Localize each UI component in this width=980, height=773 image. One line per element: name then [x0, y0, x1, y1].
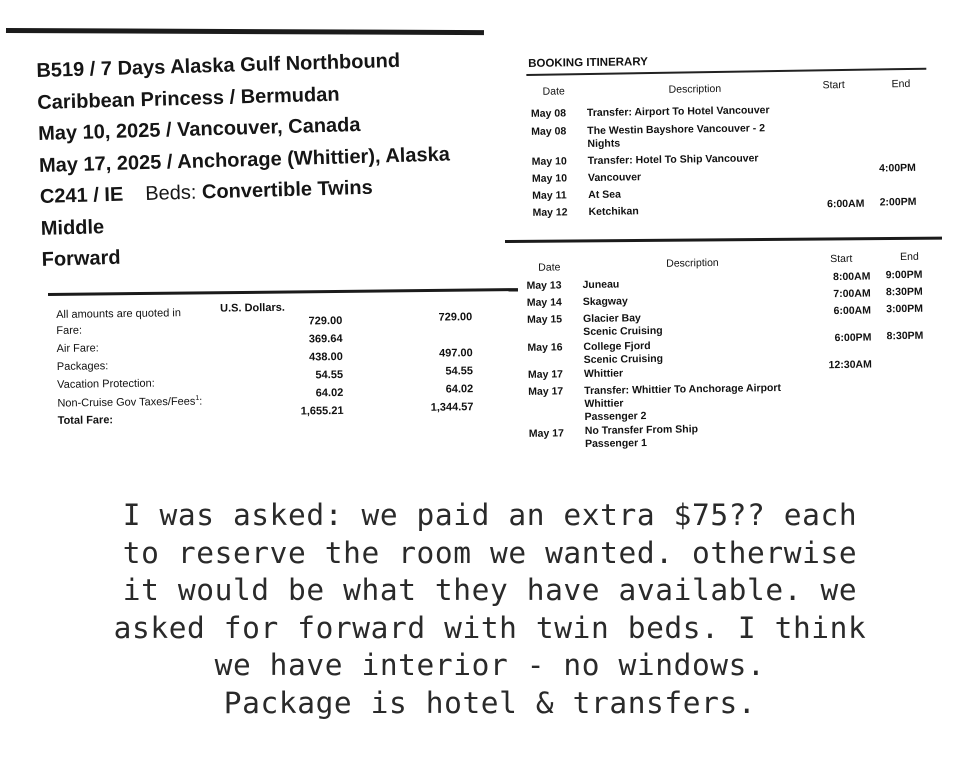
itinerary-start-time: 6:00AM: [833, 304, 872, 318]
itinerary-date: May 13: [526, 279, 562, 292]
caption-note: [10, 497, 970, 722]
itinerary-date: May 14: [526, 296, 562, 309]
itinerary-continued-rule: [505, 237, 942, 243]
disembark-line: May 17, 2025 / Anchorage (Whittier), Alaska: [38, 142, 451, 177]
itinerary-date: May 17: [528, 427, 564, 440]
voyage-line: B519 / 7 Days Alaska Gulf Northbound: [36, 49, 401, 82]
itinerary-end-time: 8:30PM: [886, 329, 924, 343]
itinerary-date: May 10: [531, 172, 568, 185]
itinerary-description: Vancouver: [587, 171, 642, 185]
itinerary-description: [583, 310, 783, 339]
port-note: Scenic Cruising: [583, 352, 664, 367]
itinerary-title: BOOKING ITINERARY: [528, 56, 648, 70]
header-end: End: [900, 250, 919, 264]
itinerary-end-time: 9:00PM: [885, 268, 923, 282]
total-fare-value-2: 1,344.57: [430, 401, 474, 414]
summary-top-rule: [6, 28, 484, 35]
booking-itinerary-continued: [522, 245, 945, 452]
header-description: Description: [668, 82, 722, 96]
packages-value-1: 438.00: [309, 350, 343, 364]
itinerary-end-time: 8:30PM: [885, 285, 923, 299]
itinerary-date: May 08: [530, 107, 567, 120]
beds-label: Beds:: [144, 181, 197, 205]
itinerary-description: [583, 338, 783, 367]
itinerary-date: May 17: [528, 385, 564, 398]
pricing-top-rule: [48, 288, 518, 296]
currency-label: U.S. Dollars.: [220, 301, 285, 315]
itinerary-description: Whittier: [583, 367, 624, 381]
ship-line: Caribbean Princess / Bermudan: [36, 83, 340, 114]
itinerary-description: [585, 422, 785, 451]
taxes-label-colon: :: [199, 395, 203, 408]
packages-label: Packages:: [56, 360, 109, 373]
itinerary-description: Transfer: Hotel To Ship Vancouver: [587, 152, 759, 168]
total-fare-label: Total Fare:: [57, 414, 114, 427]
itinerary-date: May 15: [526, 313, 563, 326]
vacation-protection-value-1: 54.55: [315, 368, 344, 382]
pricing-table: [52, 297, 494, 443]
header-end: End: [891, 77, 911, 91]
vacation-protection-label: Vacation Protection:: [57, 377, 155, 391]
itinerary-start-time: 12:30AM: [828, 358, 872, 372]
header-start: Start: [822, 78, 845, 92]
embark-line: May 10, 2025 / Vancouver, Canada: [37, 113, 361, 145]
itinerary-description: Skagway: [582, 295, 628, 309]
itinerary-date: May 16: [527, 341, 563, 354]
transfer-name: No Transfer From Ship: [584, 423, 699, 438]
itinerary-description: [584, 381, 815, 424]
itinerary-description: The Westin Bayshore Vancouver - 2 Nights: [587, 122, 766, 151]
caption-line: we have interior - no windows.: [214, 648, 766, 682]
itinerary-start-time: 6:00AM: [826, 197, 865, 211]
transfer-passenger: Passenger 1: [584, 437, 647, 451]
beds-value: Convertible Twins: [201, 176, 373, 204]
header-description: Description: [666, 256, 719, 270]
caption-line: I was asked: we paid an extra $75?? each: [122, 498, 858, 532]
transfer-name: Transfer: Whittier To Anchorage Airport: [584, 381, 782, 398]
header-date: Date: [538, 261, 561, 274]
caption-line: to reserve the room we wanted. otherwise: [122, 535, 858, 570]
itinerary-description: At Sea: [588, 188, 622, 202]
fare-value-1: 729.00: [308, 314, 343, 328]
itinerary-start-time: 7:00AM: [833, 287, 871, 301]
location-middle: Middle: [40, 215, 105, 240]
port-name: College Fjord: [583, 339, 651, 354]
fare-label: Fare:: [56, 324, 83, 337]
air-fare-label: Air Fare:: [56, 342, 99, 355]
itinerary-description: Transfer: Airport To Hotel Vancouver: [586, 104, 770, 120]
transfer-passenger: Passenger 2: [584, 410, 647, 424]
itinerary-start-time: 8:00AM: [832, 270, 871, 284]
location-forward: Forward: [41, 246, 121, 271]
itinerary-end-time: 2:00PM: [879, 195, 917, 209]
caption-line: asked for forward with twin beds. I think: [113, 610, 867, 645]
itinerary-date: May 10: [531, 155, 567, 168]
taxes-label-text: Non-Cruise Gov Taxes/Fees: [57, 395, 196, 410]
itinerary-end-time: 4:00PM: [879, 161, 916, 175]
port-name: Glacier Bay: [582, 312, 641, 326]
itinerary-end-time: 3:00PM: [886, 302, 924, 316]
taxes-footnote-mark: 1: [195, 394, 200, 403]
itinerary-date: May 17: [527, 368, 564, 381]
taxes-value-1: 64.02: [315, 386, 344, 400]
cabin-code: C241 / IE: [39, 183, 124, 208]
header-start: Start: [830, 252, 853, 266]
caption-line: Package is hotel & transfers.: [223, 685, 757, 720]
total-fare-value-1: 1,655.21: [300, 404, 344, 418]
header-date: Date: [542, 85, 565, 98]
air-fare-value-1: 369.64: [308, 332, 343, 346]
taxes-label: [57, 395, 202, 410]
packages-value-2: 497.00: [439, 347, 473, 360]
transfer-location: Whittier: [584, 397, 624, 411]
booking-itinerary: [526, 45, 949, 222]
caption-line: it would be what they have available. we: [122, 573, 858, 607]
vacation-protection-value-2: 54.55: [445, 365, 474, 378]
itinerary-date: May 11: [532, 189, 567, 202]
port-note: Scenic Cruising: [583, 324, 663, 339]
currency-note: All amounts are quoted in: [56, 307, 181, 321]
itinerary-description: Ketchikan: [588, 205, 639, 219]
taxes-value-2: 64.02: [445, 383, 474, 396]
itinerary-description: Juneau: [582, 278, 620, 292]
itinerary-date: May 08: [531, 125, 567, 138]
itinerary-date: May 12: [532, 206, 568, 219]
itinerary-start-time: 6:00PM: [834, 331, 872, 345]
booking-summary: [36, 43, 502, 276]
fare-value-2: 729.00: [438, 311, 473, 324]
